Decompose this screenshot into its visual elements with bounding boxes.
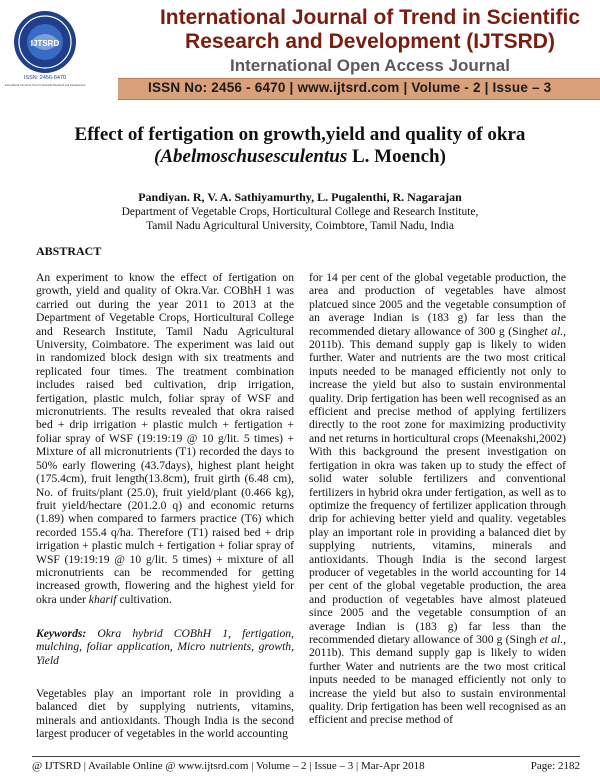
paper-title-rest: L. Moench) <box>347 146 446 167</box>
footer-journal-info: @ IJTSRD | Available Online @ www.ijtsrd.com | Volume – 2 | Issue – 3 | Mar-Apr 2018 <box>32 760 425 772</box>
issn-line: ISSN No: 2456 - 6470 | www.ijtsrd.com | Volume - 2 | Issue – 3 <box>148 80 552 95</box>
author-list: Pandiyan. R, V. A. Sathiyamurthy, L. Pugalenthi, R. Nagarajan <box>138 190 462 204</box>
logo-tagline: International Journal of Trend in Scientific Research and Development <box>4 84 86 87</box>
affiliation <box>30 205 570 233</box>
abstract-text-end: cultivation. <box>116 592 172 606</box>
right-column-text <box>309 271 566 727</box>
journal-title-line2: Research and Development (IJTSRD) <box>185 30 555 53</box>
abstract-italic-kharif: kharif <box>88 592 117 606</box>
right-italic-etal-2: et al., <box>539 632 566 646</box>
journal-subtitle: International Open Access Journal <box>230 56 510 75</box>
affiliation-line1: Department of Vegetable Crops, Horticultural College and Research Institute, <box>121 206 479 218</box>
abstract-body <box>36 271 294 606</box>
logo-acronym: IJTSRD <box>30 39 60 48</box>
journal-logo-icon <box>4 6 86 88</box>
journal-header <box>0 0 600 108</box>
journal-title <box>150 6 590 54</box>
journal-title-line1: International Journal of Trend in Scientific <box>159 6 581 29</box>
paper-title-species: (Abelmoschusesculentus <box>154 146 348 167</box>
keywords <box>36 627 294 667</box>
abstract-text: An experiment to know the effect of fertigation on growth, yield and quality of Okra.Var. COBhH 1 was carried out during the year 2011 to 2013 at the Department of Vegetable Crops, Horticultural College and Research Institute, Tamil Nadu Agricultural University, Coimbatore. The experiment was laid out in randomized block design with six treatments and replicated four times. The treatment combination includes raised bed cultivation, drip irrigation, fertigation, plastic mulch, foliar spray of WSF and micronutrients. The results revealed that okra raised bed + drip irrigation + plastic mulch + fertigation + foliar spray of WSF (19:19:19 @ 10 g/lit. 5 times) + Mixture of all micronutrients (T1) recorded the days to 50% early flowering (43.7days), highest plant height (175.4cm), fruit length(13.8cm), fruit girth (6.48 cm), No. of fruits/plant (25.0), fruit yield/plant (0.466 kg), fruit yield/hectare (201.2.0 q) and economic returns (1.89) when compared to farmers practice (T6) which recorded 155.4 q/ha. Therefore (T1) raised bed + drip irrigation + plastic mulch + fertigation + foliar spray of WSF (19:19:19 @ 10 g/lit. 5 times) + mixture of all micronutrients can be recommended for getting increased growth, flowering and the highest yield for okra under <box>36 271 294 606</box>
paper-title-line1: Effect of fertigation on growth,yield and quality of okra <box>74 124 526 145</box>
paper-title <box>30 124 570 168</box>
footer-page-number: Page: 2182 <box>530 760 580 772</box>
introduction-paragraph: Vegetables play an important role in providing a balanced diet by supplying nutrients, vitamins, minerals and antioxidants. Though India is the second largest producer of vegetables in the world accounting <box>36 687 294 741</box>
right-italic-etal-1: et al., <box>539 324 566 338</box>
abstract-heading: ABSTRACT <box>36 244 102 258</box>
right-text-part3: 2011b). This demand supply gap is likely to widen further Water and nutrients are the two most critical inputs needed to be managed efficiently not only to increase the yield but also to sustain environmental quality. Drip fertigation has been well recognised as an efficient and precise method of <box>309 646 566 727</box>
footer-divider <box>32 756 580 757</box>
keywords-text: Okra hybrid COBhH 1, fertigation, mulching, foliar application, Micro nutrients, growth, Yield <box>36 627 294 667</box>
right-text-part2: 2011b). This demand supply gap is likely to widen further. Water and nutrients are the two most critical inputs needed to be managed efficiently not only to increase the yield but also to sustain environmental quality. Drip fertigation has been well recognised as an efficient and precise method of applying fertilizers directly to the root zone for maximizing productivity and net returns in horticultural crops (Meenakshi,2002) With this background the present investigation on fertigation in okra was taken up to study the effect of solid water soluble fertilizers and conventional fertilizers in hybrid okra under fertigation, as well as to optimize the frequency of fertilizer application through drip for achieving better yield and quality. vegetables play an important role in providing a balanced diet by supplying nutrients, vitamins, minerals and antioxidants. Though India is the second largest producer of vegetables in the world accounting for 14 per cent of the global vegetable production, the area and production of vegetables have almost plateued since 2005 and the vegetable consumption of an average Indian is (183 g) far less than the recommended dietary allowance of 300 g (Singh <box>309 338 566 646</box>
affiliation-line2: Tamil Nadu Agricultural University, Coimbtore, Tamil Nadu, India <box>146 220 454 232</box>
paper-title-line2 <box>30 146 570 168</box>
right-text-part1: for 14 per cent of the global vegetable production, the area and production of vegetables have almost platcued since 2005 and the vegetable consumption of an average Indian is (183 g) far less than the recommended dietary allowance of 300 g (Singh <box>309 271 566 338</box>
keywords-label: Keywords: <box>36 627 87 640</box>
logo-issn: ISSN: 2456-6470 <box>23 75 67 81</box>
